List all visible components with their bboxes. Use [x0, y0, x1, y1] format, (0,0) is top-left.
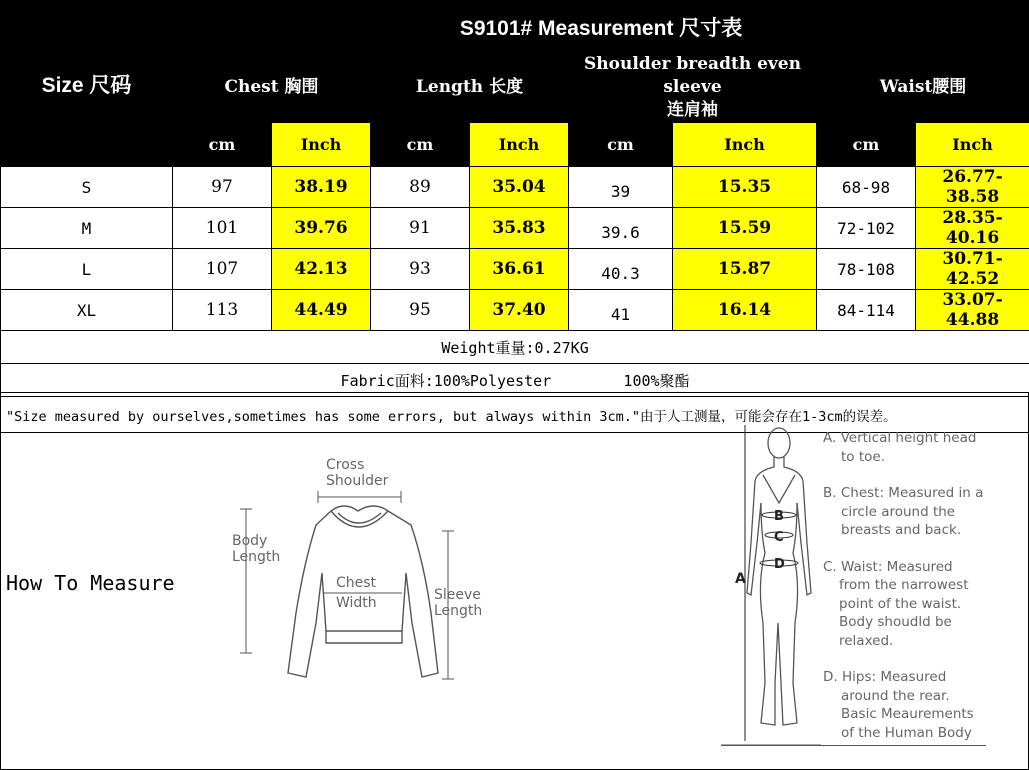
chest-cm-cell: 97 — [173, 167, 272, 208]
cross-shoulder-label-1: Cross — [326, 457, 365, 473]
length-inch-cell: 35.83 — [470, 208, 569, 249]
legend-text: to toe. — [841, 448, 885, 465]
length-cm-cell: 91 — [371, 208, 470, 249]
legend-text: D. Hips: Measured — [823, 669, 947, 685]
length-inch-cell: 36.61 — [470, 249, 569, 290]
size-column-header: Size 尺码 — [1, 1, 173, 167]
legend-text: circle around the — [841, 503, 956, 520]
chest-cm-cell: 113 — [173, 290, 272, 331]
chest-cm-cell: 101 — [173, 208, 272, 249]
legend-text: A. Vertical height head — [823, 430, 977, 446]
shoulder-header-line1: Shoulder breadth even sleeve — [584, 54, 801, 97]
waist-inch-cell: 26.77-38.58 — [916, 167, 1029, 208]
chest-inch-cell: 38.19 — [272, 167, 371, 208]
shoulder-header-line2: 连肩袖 — [667, 100, 718, 120]
waist-cm-cell: 68-98 — [817, 167, 916, 208]
length-inch-cell: 35.04 — [470, 167, 569, 208]
waist-cm-cell: 78-108 — [817, 249, 916, 290]
legend-item-d — [823, 668, 1023, 742]
shoulder-inch-cell: 16.14 — [673, 290, 817, 331]
waist-group-header: Waist腰围 — [817, 53, 1029, 123]
table-row — [1, 249, 1029, 290]
chest-inch-header: Inch — [272, 123, 371, 167]
how-to-measure-label: How To Measure — [6, 571, 175, 595]
legend-text: breasts and back. — [841, 522, 962, 538]
chest-inch-cell: 39.76 — [272, 208, 371, 249]
chest-width-label-1: Chest — [336, 575, 377, 591]
waist-cm-cell: 72-102 — [817, 208, 916, 249]
sleeve-length-label-1: Sleeve — [434, 587, 481, 603]
table-row — [1, 208, 1029, 249]
table-row — [1, 290, 1029, 331]
shoulder-inch-header: Inch — [673, 123, 817, 167]
shoulder-cm-cell: 41 — [569, 290, 673, 331]
legend-item-b — [823, 484, 1023, 540]
legend-text: B. Chest: Measured in a — [823, 485, 984, 501]
size-cell: XL — [1, 290, 173, 331]
figure-label-a: A — [735, 571, 746, 587]
waist-cm-cell: 84-114 — [817, 290, 916, 331]
length-cm-cell: 89 — [371, 167, 470, 208]
shoulder-inch-cell: 15.59 — [673, 208, 817, 249]
length-cm-cell: 93 — [371, 249, 470, 290]
legend-text: relaxed. — [839, 632, 894, 649]
shoulder-inch-cell: 15.35 — [673, 167, 817, 208]
length-cm-header: cm — [371, 123, 470, 167]
size-cell: M — [1, 208, 173, 249]
legend-text: point of the waist. — [839, 595, 962, 612]
how-to-measure-section — [0, 392, 1029, 770]
length-inch-header: Inch — [470, 123, 569, 167]
fabric-info: Fabric面料:100%Polyester 100%聚酯 — [1, 364, 1029, 397]
legend-text: C. Waist: Measured — [823, 558, 953, 575]
weight-info: Weight重量:0.27KG — [1, 331, 1029, 364]
legend-item-a — [823, 429, 1023, 466]
chest-inch-cell: 42.13 — [272, 249, 371, 290]
body-figure-diagram — [721, 423, 821, 748]
chest-group-header: Chest 胸围 — [173, 53, 371, 123]
figure-label-b: B — [774, 509, 784, 524]
table-row — [1, 167, 1029, 208]
shoulder-cm-cell: 39 — [569, 167, 673, 208]
sweater-diagram — [226, 453, 496, 693]
figure-label-d: D — [774, 557, 785, 572]
shoulder-group-header — [569, 53, 817, 123]
cross-shoulder-label-2: Shoulder — [326, 473, 389, 489]
chest-cm-cell: 107 — [173, 249, 272, 290]
length-inch-cell: 37.40 — [470, 290, 569, 331]
size-cell: L — [1, 249, 173, 290]
size-cell: S — [1, 167, 173, 208]
body-length-label-1: Body — [232, 533, 268, 549]
figure-label-c: C — [774, 530, 784, 545]
waist-inch-cell: 30.71-42.52 — [916, 249, 1029, 290]
legend-text: around the rear. — [841, 687, 950, 704]
legend-text: from the narrowest — [839, 577, 969, 593]
length-cm-cell: 95 — [371, 290, 470, 331]
shoulder-inch-cell: 15.87 — [673, 249, 817, 290]
legend-item-c — [823, 558, 1023, 651]
chest-inch-cell: 44.49 — [272, 290, 371, 331]
chest-cm-header: cm — [173, 123, 272, 167]
sleeve-length-label-2: Length — [434, 603, 483, 619]
legend-text: of the Human Body — [841, 724, 972, 741]
waist-inch-cell: 28.35-40.16 — [916, 208, 1029, 249]
shoulder-cm-cell: 40.3 — [569, 249, 673, 290]
measurement-note: "Size measured by ourselves,sometimes has some errors, but always within 3cm."由于人工测量，可能会存在1-3cm的误差。 — [1, 397, 1029, 433]
shoulder-cm-cell: 39.6 — [569, 208, 673, 249]
chart-title: S9101# Measurement 尺寸表 — [173, 1, 1029, 53]
shoulder-cm-header: cm — [569, 123, 673, 167]
waist-inch-header: Inch — [916, 123, 1029, 167]
length-group-header: Length 长度 — [371, 53, 569, 123]
measurement-legend — [823, 429, 1023, 760]
legend-text: Body shoudld be — [839, 614, 952, 630]
body-length-label-2: Length — [232, 549, 281, 565]
chest-width-label-2: Width — [336, 595, 377, 611]
legend-text: Basic Meaurements — [841, 706, 974, 722]
waist-inch-cell: 33.07-44.88 — [916, 290, 1029, 331]
waist-cm-header: cm — [817, 123, 916, 167]
